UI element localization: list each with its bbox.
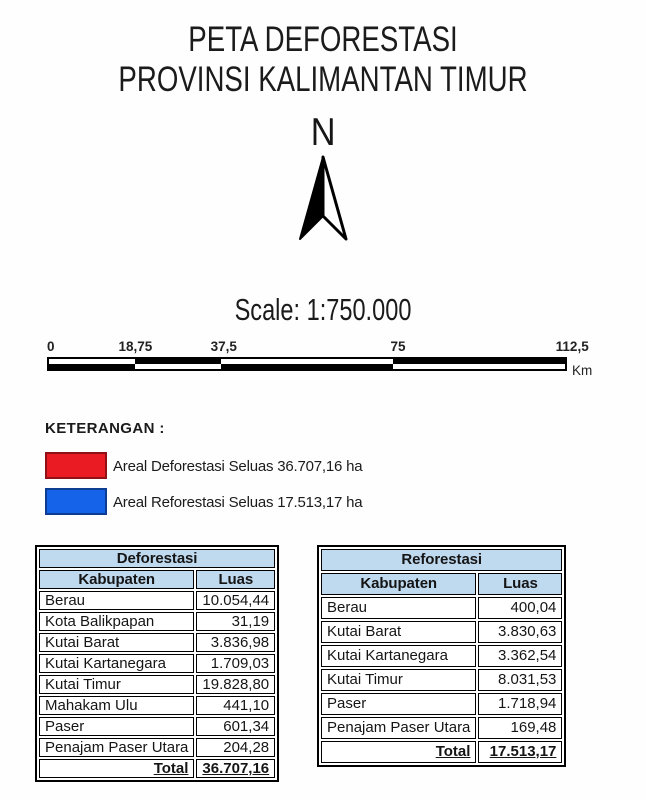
cell-luas: 3.830,63 bbox=[478, 621, 562, 643]
table-row bbox=[321, 621, 562, 643]
page-title bbox=[68, 20, 578, 100]
table-title-row bbox=[321, 549, 562, 571]
table-header-row bbox=[321, 573, 562, 595]
table-total-row bbox=[321, 741, 562, 763]
cell-luas: 400,04 bbox=[478, 597, 562, 619]
cell-kabupaten: Berau bbox=[321, 597, 476, 619]
cell-luas: 169,48 bbox=[478, 717, 562, 739]
cell-kabupaten: Penajam Paser Utara bbox=[321, 717, 476, 739]
legend-heading: KETERANGAN : bbox=[45, 420, 165, 437]
cell-luas: 19.828,80 bbox=[196, 675, 275, 694]
scale-tick-label: 18,75 bbox=[118, 339, 153, 354]
cell-kabupaten: Berau bbox=[39, 591, 194, 610]
scale-bar-segment bbox=[135, 364, 221, 369]
cell-luas: 204,28 bbox=[196, 738, 275, 757]
legend-item-label: Areal Deforestasi Seluas 36.707,16 ha bbox=[113, 458, 363, 475]
cell-kabupaten: Kutai Kartanegara bbox=[39, 654, 194, 673]
scale-tick-label: 112,5 bbox=[555, 339, 589, 354]
scale-tick-label: 75 bbox=[390, 339, 406, 354]
cell-kabupaten: Paser bbox=[39, 717, 194, 736]
total-value: 17.513,17 bbox=[478, 741, 562, 763]
cell-kabupaten: Kota Balikpapan bbox=[39, 612, 194, 631]
cell-kabupaten: Kutai Timur bbox=[39, 675, 194, 694]
column-header-kabupaten: Kabupaten bbox=[39, 570, 194, 589]
deforestasi-table bbox=[35, 545, 279, 782]
table-total-row bbox=[39, 759, 275, 778]
scale-bar-segment bbox=[393, 364, 565, 369]
scale-tick-label: 37,5 bbox=[210, 339, 237, 354]
total-value: 36.707,16 bbox=[196, 759, 275, 778]
table-title: Reforestasi bbox=[321, 549, 562, 571]
column-header-luas: Luas bbox=[196, 570, 275, 589]
cell-luas: 10.054,44 bbox=[196, 591, 275, 610]
cell-luas: 1.718,94 bbox=[478, 693, 562, 715]
table-row bbox=[39, 717, 275, 736]
table-row bbox=[39, 591, 275, 610]
total-label: Total bbox=[321, 741, 476, 763]
table-header-row bbox=[39, 570, 275, 589]
scale-bar-segment bbox=[49, 364, 135, 369]
table-row bbox=[321, 645, 562, 667]
title-line-1: PETA DEFORESTASI bbox=[188, 20, 458, 59]
cell-kabupaten: Paser bbox=[321, 693, 476, 715]
table-row bbox=[39, 696, 275, 715]
scale-bar-tick-labels bbox=[46, 339, 589, 357]
north-arrow-icon bbox=[297, 155, 349, 241]
scale-bar-graphic bbox=[47, 357, 567, 371]
table-row bbox=[39, 675, 275, 694]
column-header-kabupaten: Kabupaten bbox=[321, 573, 476, 595]
cell-kabupaten: Mahakam Ulu bbox=[39, 696, 194, 715]
legend-swatch-deforestasi bbox=[45, 452, 107, 479]
table-title: Deforestasi bbox=[39, 549, 275, 568]
table-row bbox=[39, 738, 275, 757]
table-row bbox=[321, 597, 562, 619]
table-row bbox=[321, 669, 562, 691]
cell-luas: 441,10 bbox=[196, 696, 275, 715]
table-row bbox=[39, 633, 275, 652]
table-title-row bbox=[39, 549, 275, 568]
cell-kabupaten: Penajam Paser Utara bbox=[39, 738, 194, 757]
column-header-luas: Luas bbox=[478, 573, 562, 595]
cell-luas: 601,34 bbox=[196, 717, 275, 736]
table-row bbox=[39, 654, 275, 673]
scale-text: Scale: 1:750.000 bbox=[234, 292, 412, 327]
scale-tick-label: 0 bbox=[46, 339, 55, 354]
cell-luas: 8.031,53 bbox=[478, 669, 562, 691]
scale-bar-row-bottom bbox=[49, 364, 565, 369]
reforestasi-table bbox=[317, 545, 566, 767]
cell-luas: 1.709,03 bbox=[196, 654, 275, 673]
cell-kabupaten: Kutai Kartanegara bbox=[321, 645, 476, 667]
title-line-2: PROVINSI KALIMANTAN TIMUR bbox=[118, 60, 528, 99]
cell-luas: 3.836,98 bbox=[196, 633, 275, 652]
cell-kabupaten: Kutai Barat bbox=[321, 621, 476, 643]
scale-bar-unit: Km bbox=[572, 363, 593, 378]
scale-bar-segment bbox=[221, 364, 393, 369]
table-row bbox=[39, 612, 275, 631]
legend-item-label: Areal Reforestasi Seluas 17.513,17 ha bbox=[113, 494, 363, 511]
north-label: N bbox=[310, 111, 336, 154]
cell-luas: 31,19 bbox=[196, 612, 275, 631]
cell-luas: 3.362,54 bbox=[478, 645, 562, 667]
table-row bbox=[321, 693, 562, 715]
cell-kabupaten: Kutai Timur bbox=[321, 669, 476, 691]
total-label: Total bbox=[39, 759, 194, 778]
legend-swatch-reforestasi bbox=[45, 488, 107, 515]
north-arrow bbox=[0, 112, 646, 241]
cell-kabupaten: Kutai Barat bbox=[39, 633, 194, 652]
table-row bbox=[321, 717, 562, 739]
scale-bar bbox=[46, 339, 593, 378]
